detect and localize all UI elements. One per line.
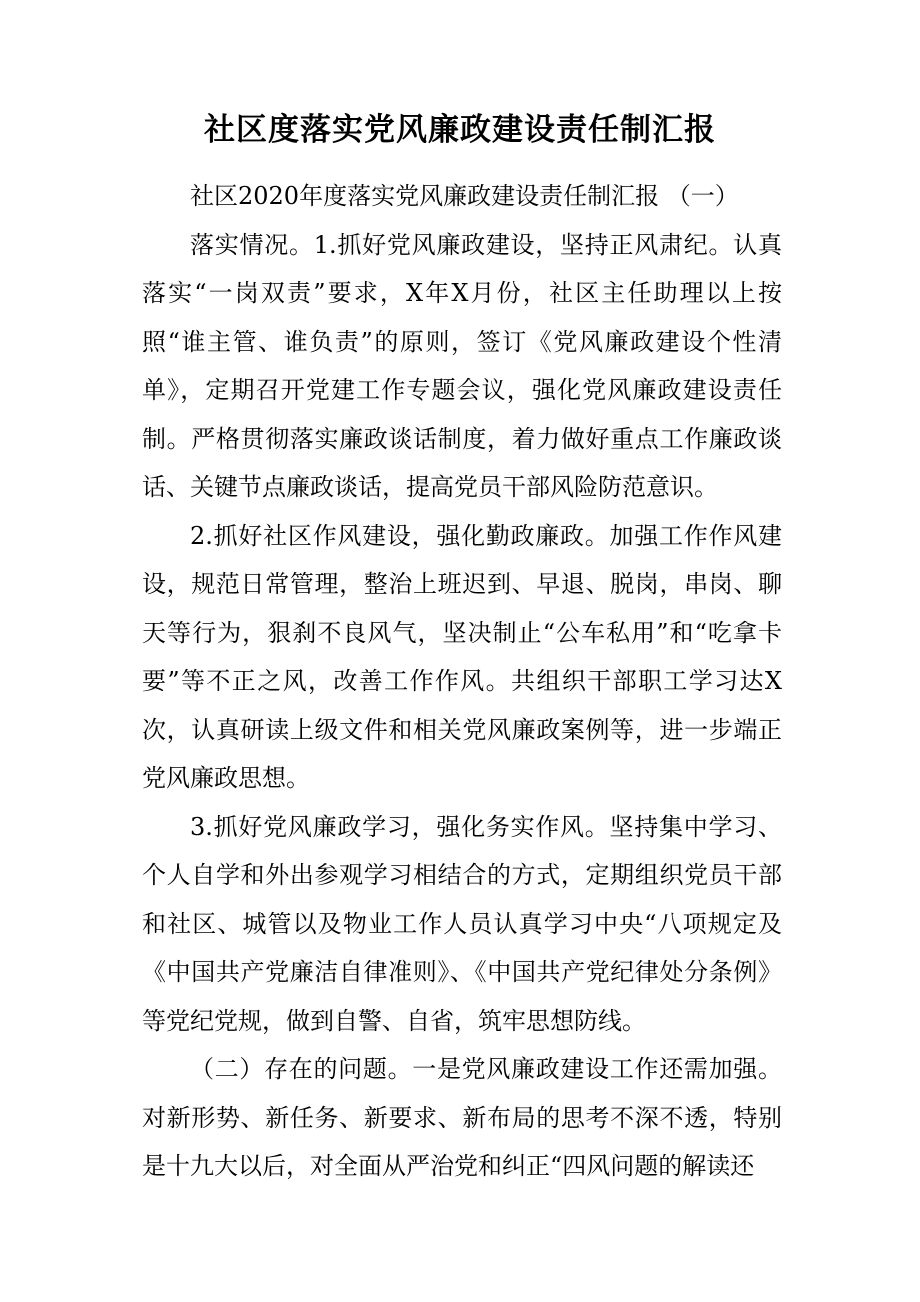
paragraph-problems: （二）存在的问题。一是党风廉政建设工作还需加强。对新形势、新任务、新要求、新布局的思考不深不透，特别是十九大以后，对全面从严治党和纠正“四风问题的解读还 — [142, 1055, 782, 1180]
paragraph-work-style: 2.抓好社区作风建设，强化勤政廉政。加强工作作风建设，规范日常管理，整治上班迟到、早退、脱岗，串岗、聊天等行为，狠刹不良风气，坚决制止“公车私用”和“吃拿卡要”等不正之风，改善工作作风。共组织干部职工学习达X次，认真研读上级文件和相关党风廉政案例等，进一步端正党风廉政思想。 — [142, 521, 782, 792]
paragraph-report-heading: 社区2020年度落实党风廉政建设责任制汇报 （一） — [190, 182, 739, 210]
paragraph-implementation: 落实情况。1.抓好党风廉政建设，坚持正风肃纪。认真落实“一岗双责”要求，X年X月份，社区主任助理以上按照“谁主管、谁负责”的原则，签订《党风廉政建设个性清单》，定期召开党建工作专题会议，强化党风廉政建设责任制。严格贯彻落实廉政谈话制度，着力做好重点工作廉政谈话、关键节点廉政谈话，提高党员干部风险防范意识。 — [142, 230, 782, 501]
paragraph-study: 3.抓好党风廉政学习，强化务实作风。坚持集中学习、个人自学和外出参观学习相结合的方式，定期组织党员干部和社区、城管以及物业工作人员认真学习中央“八项规定及《中国共产党廉洁自律准则》、《中国共产党纪律处分条例》等党纪党规，做到自警、自省，筑牢思想防线。 — [142, 812, 782, 1035]
document-body — [142, 172, 782, 1191]
document-title: 社区度落实党风廉政建设责任制汇报 — [204, 112, 716, 148]
